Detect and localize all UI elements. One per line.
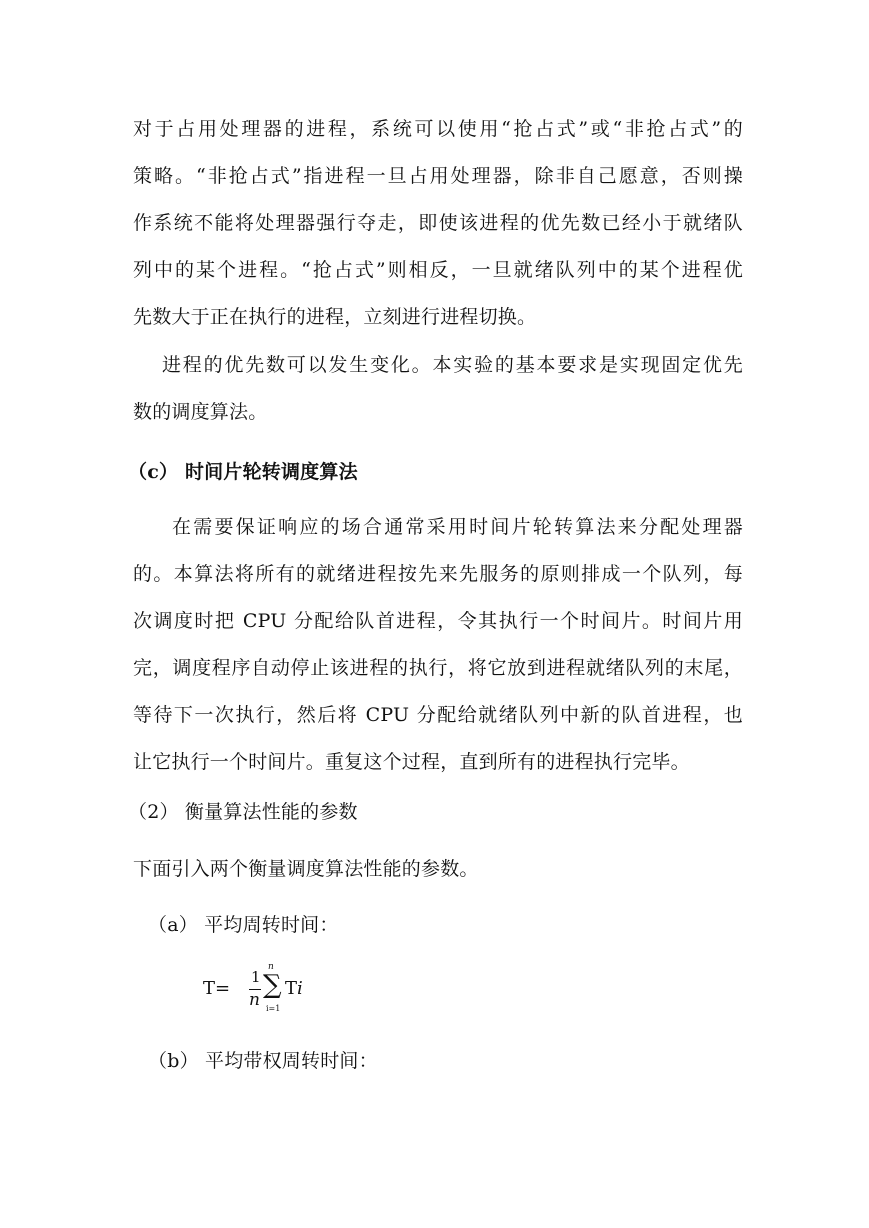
paragraph-1-line-5: 先数大于正在执行的进程，立刻进行进程切换。 xyxy=(133,306,537,328)
formula-denominator: n xyxy=(249,990,260,1010)
summation-icon: ∑ xyxy=(263,970,282,1000)
paragraph-2-line-2: 数的调度算法。 xyxy=(133,401,268,423)
formula-numerator: 1 xyxy=(251,968,261,986)
paragraph-3-line-4: 完，调度程序自动停止该进程的执行，将它放到进程就绪队列的末尾， xyxy=(133,657,743,679)
paragraph-4: 下面引入两个衡量调度算法性能的参数。 xyxy=(133,858,479,880)
paragraph-1-line-4: 列中的某个进程。“抢占式”则相反，一旦就绪队列中的某个进程优 xyxy=(133,259,743,281)
paragraph-1-line-1: 对于占用处理器的进程，系统可以使用“抢占式”或“非抢占式”的 xyxy=(133,118,743,140)
formula-sum-upper: n xyxy=(268,962,274,972)
section-heading-2: （2） 衡量算法性能的参数 xyxy=(128,801,358,823)
item-a-average-turnaround: （a） 平均周转时间： xyxy=(148,914,339,936)
paragraph-3-line-2: 的。本算法将所有的就绪进程按先来先服务的原则排成一个队列，每 xyxy=(133,563,743,585)
paragraph-3-line-6: 让它执行一个时间片。重复这个过程，直到所有的进程执行完毕。 xyxy=(133,751,690,773)
formula-term-index: i xyxy=(297,978,303,999)
section-heading-c: （c） 时间片轮转调度算法 xyxy=(128,461,358,483)
paragraph-1-line-3: 作系统不能将处理器强行夺走，即使该进程的优先数已经小于就绪队 xyxy=(133,212,743,234)
formula-lhs: T= xyxy=(203,978,231,999)
formula-sum-lower: i=1 xyxy=(266,1004,281,1013)
paragraph-1-line-2: 策略。“非抢占式”指进程一旦占用处理器，除非自己愿意，否则操 xyxy=(133,165,743,187)
paragraph-2-line-1: 进程的优先数可以发生变化。本实验的基本要求是实现固定优先 xyxy=(162,354,743,376)
formula-term xyxy=(285,978,303,999)
item-b-average-weighted-turnaround: （b） 平均带权周转时间： xyxy=(148,1050,378,1072)
paragraph-3-line-1: 在需要保证响应的场合通常采用时间片轮转算法来分配处理器 xyxy=(172,516,743,538)
paragraph-3-line-3: 次调度时把 CPU 分配给队首进程，令其执行一个时间片。时间片用 xyxy=(133,610,743,632)
average-turnaround-formula xyxy=(203,962,323,1018)
paragraph-3-line-5: 等待下一次执行，然后将 CPU 分配给就绪队列中新的队首进程，也 xyxy=(133,704,743,726)
formula-term-main: T xyxy=(285,978,298,999)
